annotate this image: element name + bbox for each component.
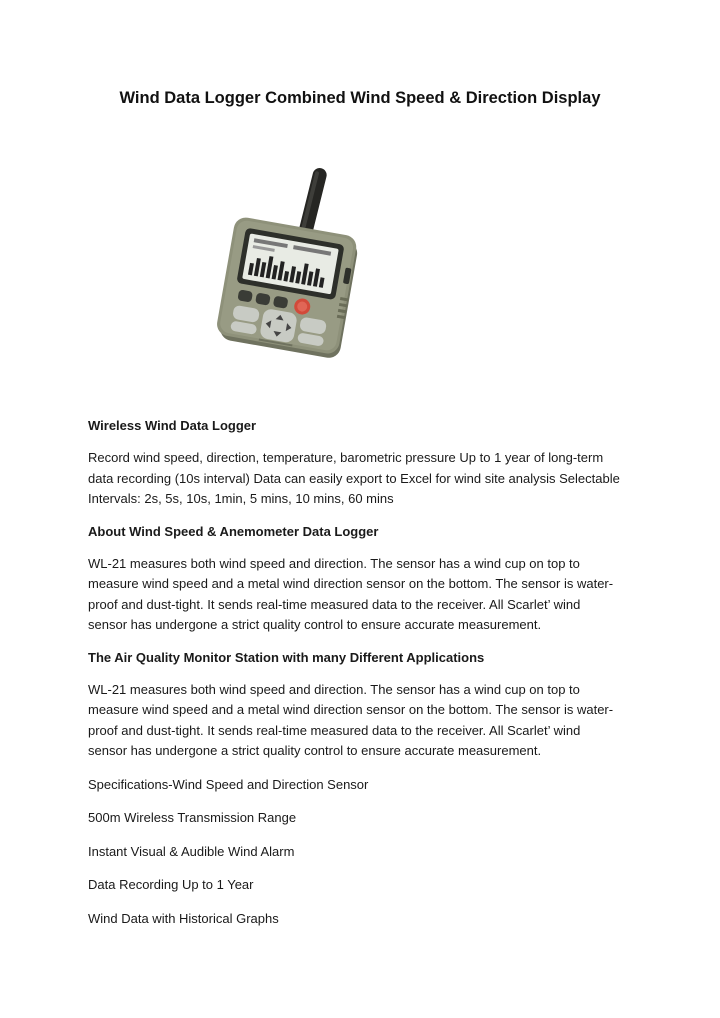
feature-item: Instant Visual & Audible Wind Alarm: [88, 843, 295, 859]
paragraph-line: measure wind speed and a metal wind direction sensor on the bottom. The sensor is water-: [88, 702, 614, 717]
handheld-wind-data-logger-device-icon: [88, 160, 536, 368]
paragraph-line: WL-21 measures both wind speed and direction. The sensor has a wind cup on top to: [88, 555, 580, 571]
feature-item: Data Recording Up to 1 Year: [88, 877, 254, 892]
paragraph-line: data recording (10s interval) Data can easily export to Excel for wind site analysis Selectable: [88, 470, 620, 486]
paragraph-line: Intervals: 2s, 5s, 10s, 1min, 5 mins, 10 mins, 60 mins: [88, 491, 394, 506]
paragraph-line: measure wind speed and a metal wind direction sensor on the bottom. The sensor is water-: [88, 576, 614, 591]
paragraph-line: WL-21 measures both wind speed and direction. The sensor has a wind cup on top to: [88, 681, 580, 697]
article-body: [88, 416, 648, 929]
paragraph-line: proof and dust-tight. It sends real-time measured data to the receiver. All Scarlet’ wind: [88, 596, 581, 612]
paragraph-line: proof and dust-tight. It sends real-time measured data to the receiver. All Scarlet’ wind: [88, 722, 581, 738]
feature-item: 500m Wireless Transmission Range: [88, 810, 297, 825]
page-title: Wind Data Logger Combined Wind Speed & Direction Display: [119, 89, 601, 107]
section-paragraph-about: [88, 554, 648, 636]
section-paragraph-wireless: [88, 448, 648, 510]
section-heading-about: About Wind Speed & Anemometer Data Logger: [88, 523, 379, 539]
paragraph-line: sensor has undergone a strict quality control to ensure accurate measurement.: [88, 743, 542, 758]
section-heading-applications: The Air Quality Monitor Station with many Different Applications: [88, 649, 485, 665]
section-heading-wireless: Wireless Wind Data Logger: [88, 418, 257, 433]
feature-item: Wind Data with Historical Graphs: [88, 910, 279, 926]
feature-item: Specifications-Wind Speed and Direction Sensor: [88, 776, 369, 792]
paragraph-line: Record wind speed, direction, temperature, barometric pressure Up to 1 year of long-term: [88, 450, 604, 465]
section-paragraph-applications: [88, 680, 648, 762]
device-image: [88, 160, 536, 368]
paragraph-line: sensor has undergone a strict quality control to ensure accurate measurement.: [88, 617, 542, 632]
